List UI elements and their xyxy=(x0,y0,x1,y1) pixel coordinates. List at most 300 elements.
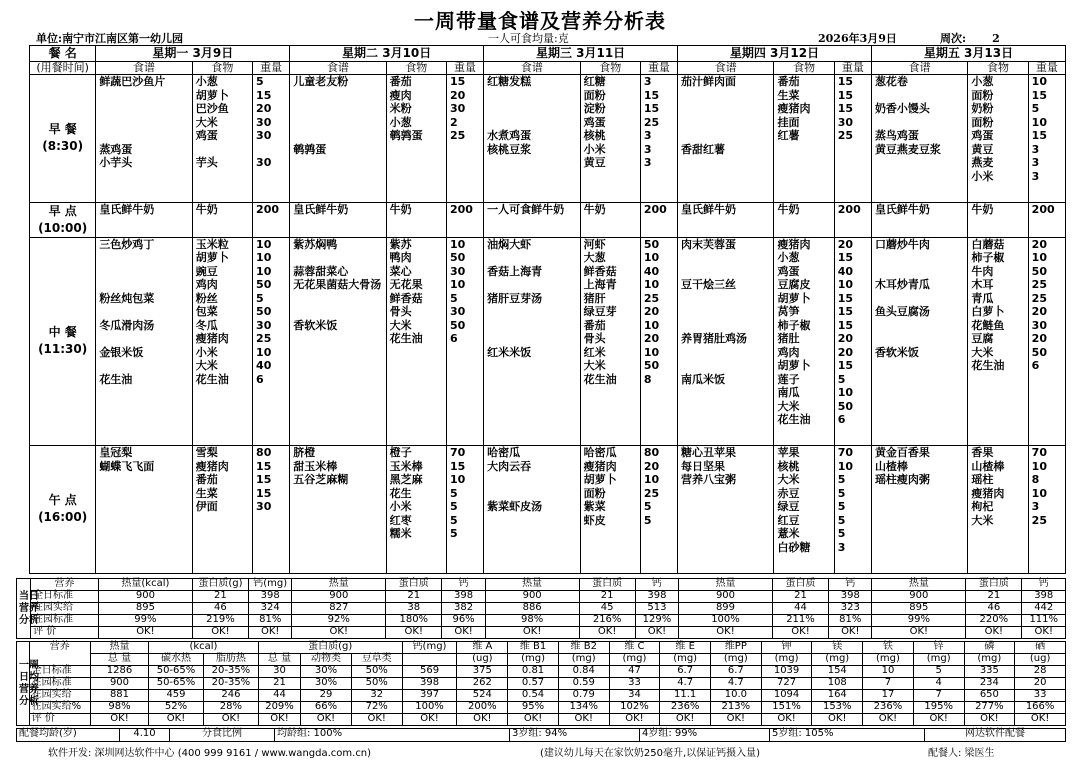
food-name: 伊面 xyxy=(195,500,218,513)
nutrient-group-header: 维 B2 xyxy=(558,642,609,654)
meal-label xyxy=(30,202,96,237)
food-cell xyxy=(580,446,640,574)
food-name: 莲子 xyxy=(777,372,800,386)
value-cell: 30 xyxy=(258,666,300,678)
dish-name: 糖心丑苹果 xyxy=(681,446,737,459)
value-cell: 881 xyxy=(90,690,148,702)
energy-header: 热量 xyxy=(679,579,773,591)
food-weight: 20 xyxy=(837,332,854,345)
value-cell: 209% xyxy=(258,702,300,714)
food-weight: 200 xyxy=(1031,202,1055,216)
food-name: 红枣 xyxy=(389,513,412,527)
food-name: 花生油 xyxy=(583,372,617,386)
dish-name: 大肉云吞 xyxy=(487,459,532,473)
dish-name xyxy=(681,102,770,116)
value-cell: OK! xyxy=(761,714,812,726)
dish-cell xyxy=(484,237,580,446)
food-weight: 10 xyxy=(643,251,660,264)
value-cell: 1094 xyxy=(761,690,812,702)
row-label: 在园标准 xyxy=(31,615,99,627)
dish-name xyxy=(487,116,576,130)
nutrient-sub-header: (mg) xyxy=(964,654,1015,666)
food-weight: 25 xyxy=(256,332,272,345)
dish-name: 水煮鸡蛋 xyxy=(487,129,532,142)
food-weight: 200 xyxy=(837,202,861,216)
food-name xyxy=(196,143,249,157)
food-name: 花生 xyxy=(389,486,412,500)
value-cell: 216% xyxy=(579,615,635,627)
dish-name xyxy=(875,89,964,103)
value-cell: 886 xyxy=(485,603,579,615)
food-weight: 15 xyxy=(837,291,854,305)
value-cell: OK! xyxy=(966,627,1022,639)
food-name: 包菜 xyxy=(195,305,218,318)
food-weight: 50 xyxy=(1031,264,1047,278)
food-name: 苹果 xyxy=(777,446,800,459)
nutrient-header: 营养 xyxy=(31,579,99,591)
row-label: 评 价 xyxy=(31,627,99,639)
food-weight: 5 xyxy=(837,473,846,486)
nutrient-sub-header: (mg) xyxy=(711,654,762,666)
value-cell: 30% xyxy=(301,666,352,678)
food-name: 瘦猪肉 xyxy=(195,459,229,473)
value-cell: OK! xyxy=(402,714,457,726)
weight-column-header: 重量 xyxy=(640,62,677,75)
food-name: 青瓜 xyxy=(971,291,994,305)
value-cell: OK! xyxy=(558,714,609,726)
dish-name: 甜玉米棒 xyxy=(293,459,338,473)
value-cell: 32 xyxy=(351,690,402,702)
food-weight: 15 xyxy=(643,88,660,102)
food-cell xyxy=(192,75,252,203)
value-cell: 29 xyxy=(301,690,352,702)
meal-name: 午 点 xyxy=(48,493,77,508)
weight-cell xyxy=(253,202,290,237)
meal-name: 早 点 xyxy=(48,203,77,218)
value-cell: 21 xyxy=(772,591,828,603)
value-cell: 0.81 xyxy=(508,666,559,678)
food-name: 薏米 xyxy=(777,527,800,540)
dish-name xyxy=(487,319,576,333)
food-column-header: 食物 xyxy=(968,62,1028,75)
food-weight: 15 xyxy=(837,75,854,88)
food-weight: 25 xyxy=(643,486,660,500)
value-cell: OK! xyxy=(203,714,258,726)
value-cell: 323 xyxy=(829,603,872,615)
food-weight: 15 xyxy=(256,473,272,486)
value-cell: 99% xyxy=(872,615,966,627)
dish-name xyxy=(99,278,188,292)
value-cell: 50% xyxy=(351,678,402,690)
value-cell: 7 xyxy=(913,690,964,702)
value-cell: 33 xyxy=(1015,690,1066,702)
food-weight: 15 xyxy=(1031,88,1047,102)
menu-table xyxy=(29,45,1066,574)
dish-name: 小芋头 xyxy=(99,156,133,169)
food-name: 鸡肉 xyxy=(777,345,800,359)
energy-header: 热量 xyxy=(872,579,966,591)
food-column-header: 食物 xyxy=(192,62,252,75)
food-weight: 3 xyxy=(1031,156,1040,169)
food-weight: 30 xyxy=(256,318,272,332)
value-cell: 375 xyxy=(457,666,508,678)
value-cell: 895 xyxy=(99,603,193,615)
dish-name: 瑶柱瘦肉粥 xyxy=(874,473,930,486)
meal-name-header: 餐 名 xyxy=(30,46,96,62)
food-name: 花生油 xyxy=(971,359,1005,372)
food-weight: 3 xyxy=(837,540,846,554)
food-weight: 20 xyxy=(643,459,660,473)
food-weight: 20 xyxy=(837,237,854,251)
value-cell: OK! xyxy=(508,714,559,726)
food-cell xyxy=(968,202,1028,237)
meal-label xyxy=(30,446,96,574)
food-weight: 10 xyxy=(643,318,660,332)
food-name: 鸡蛋 xyxy=(777,264,800,278)
food-name: 豆腐 xyxy=(971,332,994,345)
dish-name: 无花果菌菇大骨汤 xyxy=(293,278,382,291)
value-cell: 827 xyxy=(292,603,386,615)
food-name: 瘦猪肉 xyxy=(195,332,229,345)
week-value: 2 xyxy=(992,32,1000,45)
day-header: 星期一 3月9日 xyxy=(96,46,290,62)
value-cell: 0.54 xyxy=(508,690,559,702)
value-cell: 442 xyxy=(1022,603,1066,615)
food-weight: 25 xyxy=(1031,513,1047,527)
food-name: 面粉 xyxy=(583,88,606,102)
food-weight: 3 xyxy=(643,156,652,169)
food-name: 柿子椒 xyxy=(971,251,1005,264)
food-name: 瑶柱 xyxy=(971,473,994,486)
dish-name: 口蘑炒牛肉 xyxy=(874,237,930,251)
dish-name: 紫苏焖鸭 xyxy=(293,237,338,251)
dish-name xyxy=(293,305,382,319)
value-cell: OK! xyxy=(485,627,579,639)
food-name: 粉丝 xyxy=(195,291,218,305)
dish-name xyxy=(293,251,382,265)
food-weight: 5 xyxy=(837,500,846,513)
food-name: 玉米粒 xyxy=(195,237,229,251)
value-cell: 129% xyxy=(635,615,678,627)
value-cell: 50-65% xyxy=(149,666,204,678)
value-cell: 220% xyxy=(966,615,1022,627)
food-weight: 15 xyxy=(256,459,272,473)
side-line: 营养 xyxy=(19,683,39,695)
value-cell: 52% xyxy=(149,702,204,714)
dish-name: 山楂棒 xyxy=(874,459,908,473)
meal-name: 早 餐 xyxy=(48,122,77,137)
nutrient-group-header: (kcal) xyxy=(149,642,259,654)
dish-name xyxy=(681,251,770,265)
meal-time: (10:00) xyxy=(38,220,88,235)
dish-name: 脐橙 xyxy=(293,446,316,459)
food-name: 虾皮 xyxy=(583,513,606,527)
food-name: 白蘑菇 xyxy=(971,237,1005,251)
side-line: 一周 xyxy=(19,659,39,671)
dish-cell xyxy=(678,237,774,446)
food-weight: 10 xyxy=(449,278,466,291)
value-cell: 513 xyxy=(635,603,678,615)
dish-name xyxy=(681,346,770,360)
food-weight: 15 xyxy=(837,359,854,372)
food-weight: 3 xyxy=(1031,500,1040,513)
food-cell xyxy=(968,446,1028,574)
dish-cell xyxy=(678,202,774,237)
protein-header: 蛋白质 xyxy=(772,579,828,591)
row-label: 评 价 xyxy=(29,714,90,726)
dish-name: 每日坚果 xyxy=(681,459,726,473)
value-cell: 246 xyxy=(203,690,258,702)
food-name: 大米 xyxy=(195,359,218,372)
dish-name xyxy=(99,102,188,116)
food-weight: 10 xyxy=(643,473,660,486)
food-name: 木耳 xyxy=(971,278,994,291)
food-name: 生菜 xyxy=(195,486,218,500)
value-cell: 66% xyxy=(301,702,352,714)
value-cell: OK! xyxy=(1022,627,1066,639)
food-name: 大米 xyxy=(777,473,800,486)
value-cell: 7 xyxy=(863,678,914,690)
value-cell: 213% xyxy=(711,702,762,714)
dish-cell xyxy=(96,446,192,574)
nutrient-sub-header: 碳水热 xyxy=(149,654,204,666)
value-cell: OK! xyxy=(1015,714,1066,726)
food-name: 鹌鹑蛋 xyxy=(389,129,423,142)
food-cell xyxy=(968,237,1028,446)
food-weight: 5 xyxy=(643,500,652,513)
value-cell: OK! xyxy=(812,714,863,726)
avg-age-label: 配餐均龄(岁) xyxy=(17,729,120,742)
value-cell: 900 xyxy=(292,591,386,603)
food-weight: 10 xyxy=(449,237,466,251)
dish-cell xyxy=(290,237,386,446)
value-cell: 195% xyxy=(913,702,964,714)
calcium-header: 钙(mg) xyxy=(249,579,292,591)
dish-cell xyxy=(678,75,774,203)
food-weight: 15 xyxy=(837,88,854,102)
nutrient-sub-header: 总 量 xyxy=(90,654,148,666)
food-weight: 5 xyxy=(449,486,458,500)
food-weight: 10 xyxy=(256,264,272,278)
meal-time: (8:30) xyxy=(42,139,84,154)
food-weight: 20 xyxy=(1031,237,1047,251)
food-name: 胡萝卜 xyxy=(195,251,229,264)
nutrient-group-header: 钙(mg) xyxy=(402,642,457,654)
value-cell: 46 xyxy=(966,603,1022,615)
dish-name xyxy=(681,319,770,333)
food-name: 黑芝麻 xyxy=(389,473,423,486)
page-title: 一周带量食谱及营养分析表 xyxy=(414,9,666,33)
dish-name xyxy=(293,89,382,103)
value-cell: 382 xyxy=(442,603,485,615)
food-weight: 5 xyxy=(256,75,264,88)
dish-name: 三色炒鸡丁 xyxy=(99,237,155,251)
dish-name xyxy=(875,292,964,306)
food-name: 鸡蛋 xyxy=(195,129,218,142)
dish-name: 茄汁鲜肉面 xyxy=(681,75,737,88)
food-name: 花生油 xyxy=(777,413,811,426)
dish-name: 豆干烩三丝 xyxy=(681,278,737,291)
food-weight: 70 xyxy=(1031,446,1047,459)
dish-cell xyxy=(290,202,386,237)
value-cell: OK! xyxy=(301,714,352,726)
food-weight: 40 xyxy=(643,264,660,278)
food-cell xyxy=(774,237,834,446)
dish-name: 蒸鸟鸡蛋 xyxy=(874,129,919,142)
food-weight: 10 xyxy=(643,345,660,359)
side-line: 当日 xyxy=(19,590,39,602)
protein-header: 蛋白质 xyxy=(579,579,635,591)
dish-column-header: 食谱 xyxy=(290,62,386,75)
food-weight: 5 xyxy=(449,291,458,305)
food-weight: 30 xyxy=(837,115,854,129)
value-cell: 335 xyxy=(964,666,1015,678)
value-cell: 234 xyxy=(964,678,1015,690)
calcium-header: 钙 xyxy=(829,579,872,591)
value-cell: 4.7 xyxy=(660,678,711,690)
food-name: 大米 xyxy=(389,318,412,332)
food-name: 绿豆芽 xyxy=(583,305,617,318)
dish-column-header: 食谱 xyxy=(678,62,774,75)
value-cell: OK! xyxy=(679,627,773,639)
day-header: 星期四 3月12日 xyxy=(678,46,872,62)
value-cell: 30% xyxy=(301,678,352,690)
food-weight: 2 xyxy=(449,115,458,129)
weight-column-header: 重量 xyxy=(253,62,290,75)
value-cell: OK! xyxy=(579,627,635,639)
dish-name: 葱花卷 xyxy=(874,75,908,88)
food-weight: 80 xyxy=(643,446,660,459)
daily-side-label xyxy=(17,579,39,639)
row-label: 在园实给 xyxy=(29,690,90,702)
value-cell: 81% xyxy=(829,615,872,627)
dish-cell xyxy=(484,446,580,574)
food-name: 胡萝卜 xyxy=(777,359,811,372)
food-weight: 10 xyxy=(837,459,854,473)
food-weight: 50 xyxy=(449,318,466,332)
food-cell xyxy=(968,75,1028,203)
food-cell xyxy=(192,237,252,446)
food-weight: 30 xyxy=(256,500,272,513)
food-name: 小葱 xyxy=(389,115,412,129)
value-cell: 20 xyxy=(1015,678,1066,690)
food-weight: 5 xyxy=(1031,102,1040,115)
dish-name xyxy=(99,89,188,103)
food-name: 河虾 xyxy=(583,237,606,251)
value-cell: 34 xyxy=(609,690,660,702)
food-name: 红糖 xyxy=(583,75,606,88)
dish-name xyxy=(293,129,382,143)
food-weight: 8 xyxy=(643,372,652,386)
dish-name: 香菇上海青 xyxy=(487,264,543,278)
nutrient-sub-header: 动物类 xyxy=(301,654,352,666)
dish-name: 皇氏鲜牛奶 xyxy=(681,202,737,216)
value-cell: 46 xyxy=(192,603,248,615)
food-weight: 20 xyxy=(643,305,660,318)
dish-name: 紫菜虾皮汤 xyxy=(487,500,543,513)
value-cell: 21 xyxy=(258,678,300,690)
nutrient-sub-header: 总 量 xyxy=(258,654,300,666)
food-weight: 40 xyxy=(837,264,854,278)
food-name: 胡萝卜 xyxy=(195,88,229,102)
food-name: 番茄 xyxy=(389,75,412,88)
dish-name xyxy=(875,319,964,333)
value-cell: 151% xyxy=(761,702,812,714)
value-cell: 33 xyxy=(609,678,660,690)
dish-name xyxy=(487,278,576,292)
dish-name xyxy=(875,116,964,130)
side-line: 营养 xyxy=(19,602,39,614)
weight-cell xyxy=(640,202,677,237)
dish-name: 粉丝炖包菜 xyxy=(99,291,155,305)
dish-name: 皇氏鲜牛奶 xyxy=(874,202,930,216)
food-weight: 5 xyxy=(837,372,846,386)
food-name: 牛奶 xyxy=(583,202,606,216)
food-weight: 20 xyxy=(643,332,660,345)
food-name: 芋头 xyxy=(195,156,218,169)
value-cell: 398 xyxy=(442,591,485,603)
value-cell: 20-35% xyxy=(203,666,258,678)
food-name: 牛奶 xyxy=(971,202,994,216)
value-cell: 211% xyxy=(772,615,828,627)
food-weight: 5 xyxy=(449,513,458,527)
dish-name: 蝴蝶飞飞面 xyxy=(99,459,155,473)
nutrient-sub-header: (mg) xyxy=(913,654,964,666)
food-name: 鸡肉 xyxy=(195,278,218,291)
report-date: 2026年3月9日 xyxy=(818,32,897,45)
food-weight: 3 xyxy=(643,129,652,142)
dish-name xyxy=(293,102,382,116)
developer-info: 软件开发: 深圳网达软件中心 (400 999 9161 / www.wangda.com.cn) xyxy=(48,748,372,759)
food-name: 小米 xyxy=(971,169,994,183)
meal-row xyxy=(30,202,1066,237)
dish-name xyxy=(487,102,576,116)
dish-name xyxy=(99,265,188,279)
food-column-header: 食物 xyxy=(580,62,640,75)
dish-name: 皇冠梨 xyxy=(99,446,133,459)
row-label: 在园实给% xyxy=(29,702,90,714)
nutrient-group-header: 铁 xyxy=(863,642,914,654)
ratio-row xyxy=(16,728,1066,742)
value-cell: 236% xyxy=(863,702,914,714)
dish-cell xyxy=(871,202,967,237)
food-name: 糯米 xyxy=(389,527,412,540)
food-weight: 10 xyxy=(1031,75,1047,88)
food-name: 淀粉 xyxy=(583,102,606,115)
food-weight: 3 xyxy=(643,142,652,156)
dish-name xyxy=(99,129,188,143)
nutrient-sub-header: (mg) xyxy=(558,654,609,666)
value-cell: OK! xyxy=(292,627,386,639)
row-label: 在园标准 xyxy=(29,678,90,690)
value-cell: 47 xyxy=(609,666,660,678)
dish-name: 金银米饭 xyxy=(99,345,144,359)
meal-label xyxy=(30,237,96,446)
nutrient-sub-header: (mg) xyxy=(609,654,660,666)
value-cell: 111% xyxy=(1022,615,1066,627)
food-name: 玉米棒 xyxy=(389,459,423,473)
value-cell: 900 xyxy=(872,591,966,603)
food-name: 豆腐皮 xyxy=(777,278,811,291)
calcium-header: 钙 xyxy=(1022,579,1066,591)
food-name: 哈密瓜 xyxy=(583,446,617,459)
food-weight: 20 xyxy=(449,88,466,102)
nutrient-group-header: 维 A xyxy=(457,642,508,654)
day-header: 星期二 3月10日 xyxy=(290,46,484,62)
nutrient-group-header: 锌 xyxy=(913,642,964,654)
value-cell: 164 xyxy=(812,690,863,702)
food-name: 小米 xyxy=(389,500,412,513)
